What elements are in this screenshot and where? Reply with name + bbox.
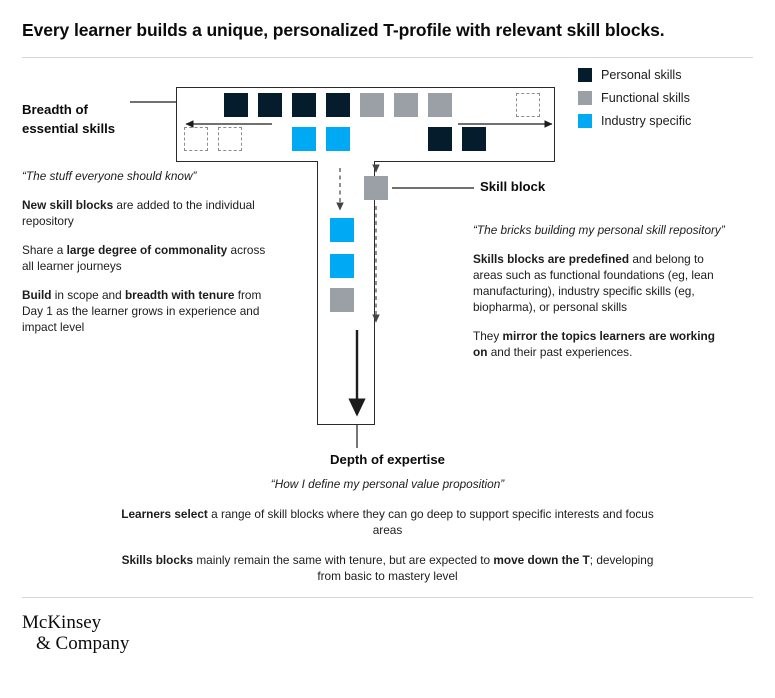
legend-item xyxy=(578,68,768,82)
skill-block-personal xyxy=(462,127,486,151)
left-notes xyxy=(22,168,280,348)
skill-block-functional xyxy=(360,93,384,117)
logo-line-2: & Company xyxy=(36,633,130,654)
page-title: Every learner builds a unique, personalized T-profile with relevant skill blocks. xyxy=(22,20,665,40)
legend-label-industry: Industry specific xyxy=(601,114,692,128)
label-skill-block: Skill block xyxy=(480,179,546,194)
left-note-quote: “The stuff everyone should know” xyxy=(22,169,197,183)
legend-label-functional: Functional skills xyxy=(601,91,690,105)
skill-block-placeholder xyxy=(218,127,242,151)
bottom-note-2: Skills blocks mainly remain the same with tenure, but are expected to move down the T; developing from basic to mastery level xyxy=(121,553,654,583)
legend xyxy=(578,68,768,137)
mckinsey-logo xyxy=(22,612,129,654)
title-divider xyxy=(22,57,753,58)
t-junction-mask xyxy=(318,158,374,164)
skill-block-personal xyxy=(428,127,452,151)
legend-label-personal: Personal skills xyxy=(601,68,682,82)
skill-block-personal xyxy=(224,93,248,117)
legend-swatch-personal xyxy=(578,68,592,82)
skill-block-industry xyxy=(326,127,350,151)
skill-block-functional xyxy=(428,93,452,117)
right-notes xyxy=(473,222,725,373)
legend-item xyxy=(578,91,768,105)
skill-block-personal xyxy=(326,93,350,117)
left-note-2: Share a large degree of commonality across all learner journeys xyxy=(22,243,266,273)
legend-swatch-functional xyxy=(578,91,592,105)
right-note-quote: “The bricks building my personal skill repository” xyxy=(473,223,725,237)
bottom-notes xyxy=(120,476,655,598)
legend-swatch-industry xyxy=(578,114,592,128)
label-breadth-of-essential-skills: Breadth of essential skills xyxy=(22,102,116,136)
footer-divider xyxy=(22,597,753,598)
right-note-2: They mirror the topics learners are working on and their past experiences. xyxy=(473,329,715,359)
bottom-note-1: Learners select a range of skill blocks where they can go deep to support specific interests and focus areas xyxy=(121,507,654,537)
skill-block-callout-functional xyxy=(364,176,388,200)
skill-block-functional xyxy=(394,93,418,117)
right-note-1: Skills blocks are predefined and belong to areas such as functional foundations (eg, lean manufacturing), industry specific skills (eg, biopharma), or personal skills xyxy=(473,252,714,314)
skill-block-placeholder xyxy=(184,127,208,151)
logo-line-1: McKinsey xyxy=(22,612,102,633)
skill-block-industry xyxy=(330,218,354,242)
legend-item xyxy=(578,114,768,128)
left-note-3: Build in scope and breadth with tenure from Day 1 as the learner grows in experience and impact level xyxy=(22,288,262,334)
skill-block-functional xyxy=(330,288,354,312)
skill-block-personal xyxy=(258,93,282,117)
left-note-1: New skill blocks are added to the individual repository xyxy=(22,198,255,228)
skill-block-placeholder xyxy=(516,93,540,117)
skill-block-industry xyxy=(292,127,316,151)
label-depth-of-expertise: Depth of expertise xyxy=(329,452,446,467)
skill-block-personal xyxy=(292,93,316,117)
skill-block-industry xyxy=(330,254,354,278)
bottom-note-quote: “How I define my personal value proposition” xyxy=(270,477,505,491)
